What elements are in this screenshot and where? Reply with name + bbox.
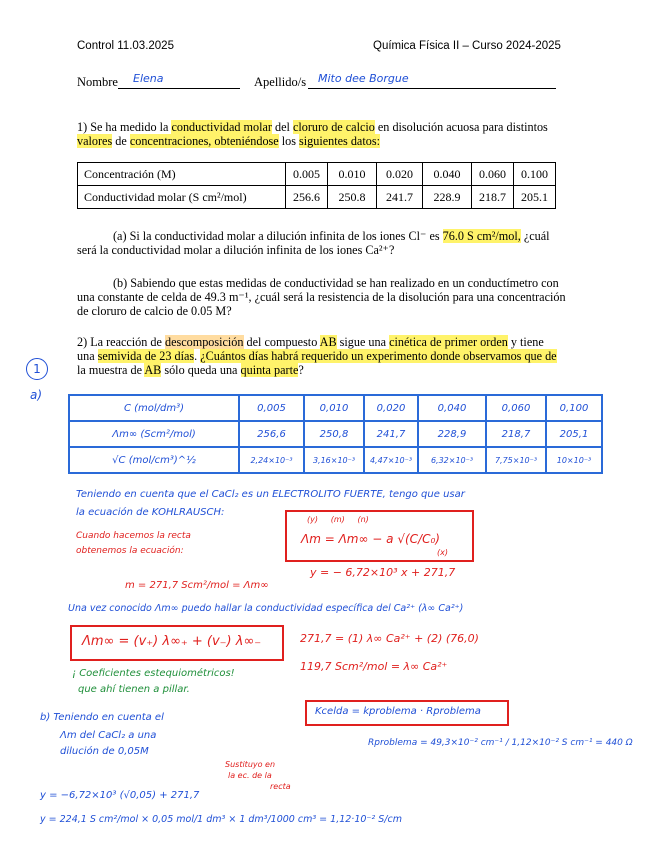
hw-line-3: Una vez conocido Λm∞ puedo hallar la conductividad específica del Ca²⁺ (λ∞ Ca²⁺) — [68, 603, 464, 614]
molar-conductivity-box — [70, 625, 284, 661]
hw-line-2: la ecuación de KOHLRAUSCH: — [76, 507, 225, 518]
table-cell: 228,9 — [418, 421, 486, 447]
row-label: √C (mol/cm³)^½ — [69, 447, 239, 473]
kohlrausch-tags: (y) (m) (n) — [307, 515, 369, 524]
hw-b-2: Λm del CaCl₂ a una — [60, 730, 157, 741]
handwritten-table — [68, 394, 603, 474]
hw-coef-1: ¡ Coeficientes estequiométricos! — [72, 668, 235, 679]
hw-coef-2: que ahí tienen a pillar. — [78, 684, 190, 695]
apellido-label: Apellido/s — [254, 75, 307, 89]
hw-eq-m: m = 271,7 Scm²/mol = Λm∞ — [125, 580, 269, 591]
q2-text: 2) La reacción de descomposición del compuesto AB sigue una cinética de primer orden y tiene una semivida de 23 días. ¿Cuántos días habrá requerido un experimento donde observamos que de la muestra de AB sólo queda una quinta parte? — [77, 335, 557, 378]
table-row — [69, 395, 602, 421]
q1-intro: 1) Se ha medido la conductividad molar del cloruro de calcio en disolución acuosa para distintos valores de concentraciones, obteniéndose los siguientes datos: — [77, 120, 548, 149]
q1-part-b: (b) Sabiendo que estas medidas de conductividad se han realizado en un conductímetro con una constante de celda de 49.3 m⁻¹, ¿cuál será la resistencia de la disolución para una concentración de cloruro de calcio de 0.05 M? — [77, 276, 566, 319]
answer-number-circle: 1 — [26, 358, 48, 380]
molar-conductivity-formula: Λm∞ = (v₊) λ∞₊ + (v₋) λ∞₋ — [82, 634, 262, 649]
table-cell: 256.6 — [286, 186, 328, 209]
hw-line-1: Teniendo en cuenta que el CaCl₂ es un ELECTROLITO FUERTE, tengo que usar — [76, 489, 465, 500]
table-cell: 0,040 — [418, 395, 486, 421]
hw-subst-3: recta — [270, 782, 291, 791]
table-cell: 10×10⁻³ — [546, 447, 602, 473]
table-cell: 0,010 — [304, 395, 364, 421]
table-cell: 0,100 — [546, 395, 602, 421]
kohlrausch-tag-x: (x) — [437, 548, 448, 557]
data-table — [77, 162, 556, 209]
table-cell: 4,47×10⁻³ — [364, 447, 418, 473]
table-cell: 218.7 — [472, 186, 514, 209]
table-cell: 0.100 — [514, 163, 556, 186]
hw-note-2: obtenemos la ecuación: — [76, 546, 184, 556]
hw-b-3: dilución de 0,05M — [60, 746, 149, 757]
cell-constant-formula: Kcelda = kproblema · Rproblema — [315, 706, 481, 717]
hw-y-2: y = 224,1 S cm²/mol × 0,05 mol/1 dm³ × 1 dm³/1000 cm³ = 1,12·10⁻² S/cm — [40, 814, 402, 825]
apellido-line — [308, 88, 556, 89]
table-row — [78, 186, 556, 209]
table-cell: 3,16×10⁻³ — [304, 447, 364, 473]
hw-subst-2: la ec. de la — [228, 771, 272, 780]
table-cell: 0,020 — [364, 395, 418, 421]
table-cell: 205.1 — [514, 186, 556, 209]
row-label: C (mol/dm³) — [69, 395, 239, 421]
table-cell: 250,8 — [304, 421, 364, 447]
table-cell: 0.040 — [423, 163, 472, 186]
table-row — [69, 447, 602, 473]
hw-eq-119: 119,7 Scm²/mol = λ∞ Ca²⁺ — [300, 660, 448, 673]
hw-subst-1: Sustituyo en — [225, 760, 276, 769]
cell-constant-box — [305, 700, 509, 726]
table-cell: 6,32×10⁻³ — [418, 447, 486, 473]
q1-part-a: (a) Si la conductividad molar a dilución infinita de los iones Cl⁻ es 76.0 S cm²/mol, ¿cuál será la conductividad molar a dilución infinita de los iones Ca²⁺? — [77, 229, 550, 258]
table-cell: 241.7 — [377, 186, 423, 209]
table-cell: 256,6 — [239, 421, 304, 447]
row-label: Concentración (M) — [78, 163, 286, 186]
table-cell: 0.020 — [377, 163, 423, 186]
table-cell: 7,75×10⁻³ — [486, 447, 546, 473]
nombre-line — [118, 88, 240, 89]
table-cell: 218,7 — [486, 421, 546, 447]
hw-r-problema: Rproblema = 49,3×10⁻² cm⁻¹ / 1,12×10⁻² S cm⁻¹ = 440 Ω — [368, 738, 633, 748]
table-cell: 0,005 — [239, 395, 304, 421]
apellido-value: Mito dee Borgue — [318, 72, 409, 85]
table-row — [69, 421, 602, 447]
kohlrausch-formula: Λm = Λm∞ − a √(C/C₀) — [301, 532, 440, 546]
table-cell: 0.010 — [328, 163, 377, 186]
table-cell: 0.005 — [286, 163, 328, 186]
nombre-label: Nombre — [77, 75, 118, 89]
table-cell: 241,7 — [364, 421, 418, 447]
hw-note-1: Cuando hacemos la recta — [76, 531, 191, 541]
hw-eq-271: 271,7 = (1) λ∞ Ca²⁺ + (2) (76,0) — [300, 632, 479, 645]
table-cell: 250.8 — [328, 186, 377, 209]
table-row — [78, 163, 556, 186]
course-title: Química Física II – Curso 2024-2025 — [373, 40, 561, 52]
row-label: Λm∞ (Scm²/mol) — [69, 421, 239, 447]
hw-eq-y: y = − 6,72×10³ x + 271,7 — [310, 566, 456, 579]
kohlrausch-box — [285, 510, 474, 562]
table-cell: 205,1 — [546, 421, 602, 447]
answer-a-label: a) — [30, 388, 43, 402]
table-cell: 228.9 — [423, 186, 472, 209]
row-label: Conductividad molar (S cm²/mol) — [78, 186, 286, 209]
exam-date: Control 11.03.2025 — [77, 40, 174, 52]
nombre-value: Elena — [133, 72, 164, 85]
table-cell: 2,24×10⁻³ — [239, 447, 304, 473]
table-cell: 0.060 — [472, 163, 514, 186]
hw-b-1: b) Teniendo en cuenta el — [40, 712, 164, 723]
hw-y-1: y = −6,72×10³ (√0,05) + 271,7 — [40, 790, 200, 801]
table-cell: 0,060 — [486, 395, 546, 421]
